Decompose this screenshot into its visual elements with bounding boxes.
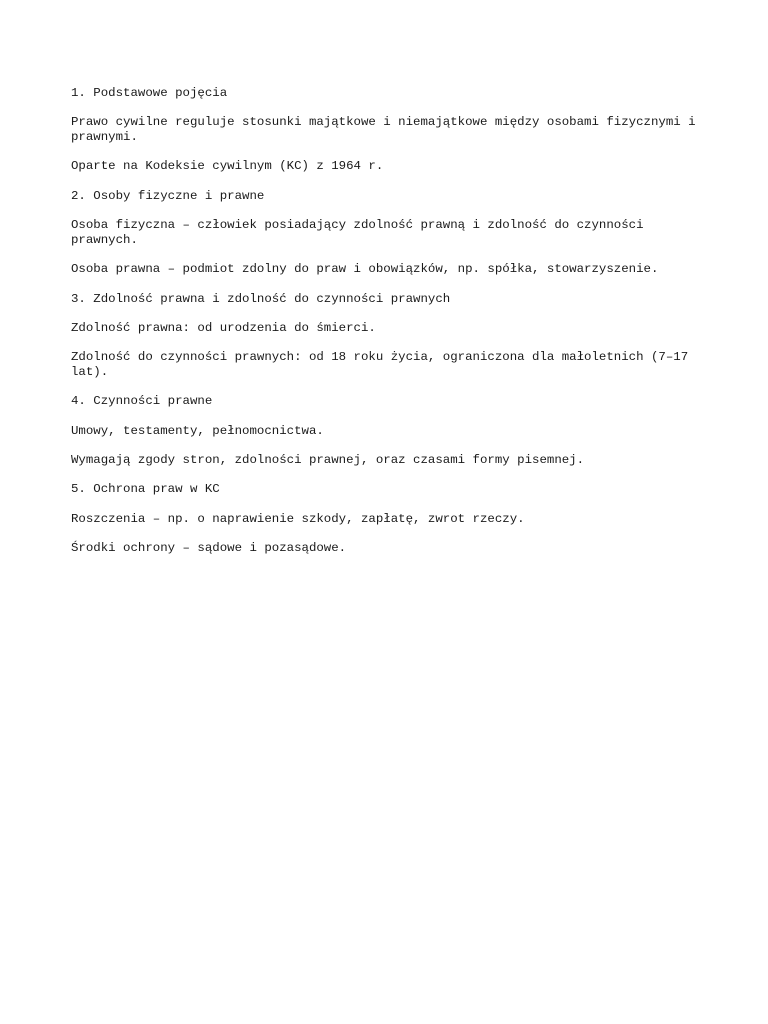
paragraph: Zdolność do czynności prawnych: od 18 roku życia, ograniczona dla małoletnich (7–17 lat).: [71, 350, 696, 379]
paragraph: Osoba fizyczna – człowiek posiadający zdolność prawną i zdolność do czynności prawnych.: [71, 218, 651, 247]
section-heading-2: 2. Osoby fizyczne i prawne: [71, 188, 265, 203]
section-heading-5: 5. Ochrona praw w KC: [71, 482, 220, 497]
paragraph: Prawo cywilne reguluje stosunki majątkowe i niemajątkowe między osobami fizycznymi i prawnymi.: [71, 115, 704, 144]
section-heading-4: 4. Czynności prawne: [71, 394, 213, 409]
paragraph: Roszczenia – np. o naprawienie szkody, zapłatę, zwrot rzeczy.: [71, 511, 525, 526]
paragraph: Umowy, testamenty, pełnomocnictwa.: [71, 423, 324, 438]
section-heading-3: 3. Zdolność prawna i zdolność do czynności prawnych: [71, 291, 451, 306]
paragraph: Oparte na Kodeksie cywilnym (KC) z 1964 r.: [71, 159, 384, 174]
section-heading-1: 1. Podstawowe pojęcia: [71, 86, 228, 100]
paragraph: Środki ochrony – sądowe i pozasądowe.: [71, 541, 347, 556]
document-body: [71, 86, 704, 571]
paragraph: Zdolność prawna: od urodzenia do śmierci.: [71, 320, 376, 335]
paragraph: Wymagają zgody stron, zdolności prawnej, oraz czasami formy pisemnej.: [71, 453, 585, 468]
paragraph: Osoba prawna – podmiot zdolny do praw i obowiązków, np. spółka, stowarzyszenie.: [71, 262, 659, 277]
